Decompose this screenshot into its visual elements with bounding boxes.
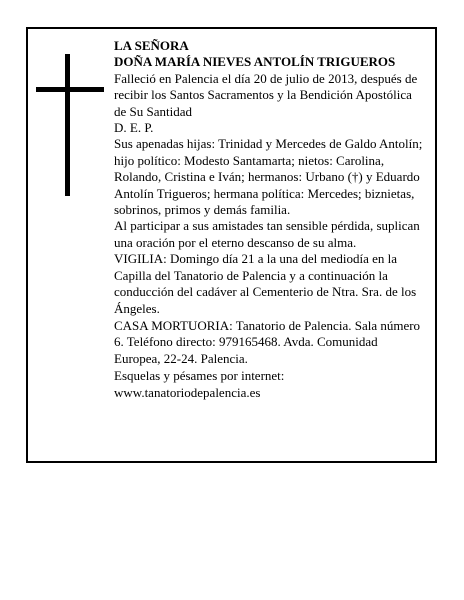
obituary-text bbox=[114, 38, 426, 401]
internet-label: Esquelas y pésames por internet: bbox=[114, 368, 285, 384]
dep-line: D. E. P. bbox=[114, 120, 154, 136]
vigil-info: VIGILIA: Domingo día 21 a la una del mediodía en la Capilla del Tanatorio de Palencia y a continuación la conducción del cadáver al Cementerio de Ntra. Sra. de los Ángeles. bbox=[114, 251, 417, 316]
website-link: www.tanatoriodepalencia.es bbox=[114, 384, 261, 400]
cross-vertical-bar bbox=[65, 54, 70, 196]
cross-horizontal-bar bbox=[36, 87, 104, 92]
latin-cross-icon bbox=[36, 54, 104, 196]
deceased-name: DOÑA MARÍA NIEVES ANTOLÍN TRIGUEROS bbox=[114, 54, 396, 70]
death-announcement: Falleció en Palencia el día 20 de julio de 2013, después de recibir los Santos Sacramentos y la Bendición Apostólica de Su Santidad bbox=[114, 70, 418, 119]
funeral-home-info: CASA MORTUORIA: Tanatorio de Palencia. Sala número 6. Teléfono directo: 979165468. Avda. Comunidad Europea, 22-24. Palencia. bbox=[114, 317, 421, 366]
prayer-request: Al participar a sus amistades tan sensible pérdida, suplican una oración por el eterno descanso de su alma. bbox=[114, 218, 420, 250]
title-line-1: LA SEÑORA bbox=[114, 38, 189, 53]
family-list: Sus apenadas hijas: Trinidad y Mercedes de Galdo Antolín; hijo político: Modesto Santamarta; nietos: Carolina, Rolando, Cristina e Iván; hermanos: Urbano (†) y Eduardo Antolín Trigueros; hermana política: Mercedes; biznietas, sobrinos, primos y demás familia. bbox=[114, 136, 423, 218]
